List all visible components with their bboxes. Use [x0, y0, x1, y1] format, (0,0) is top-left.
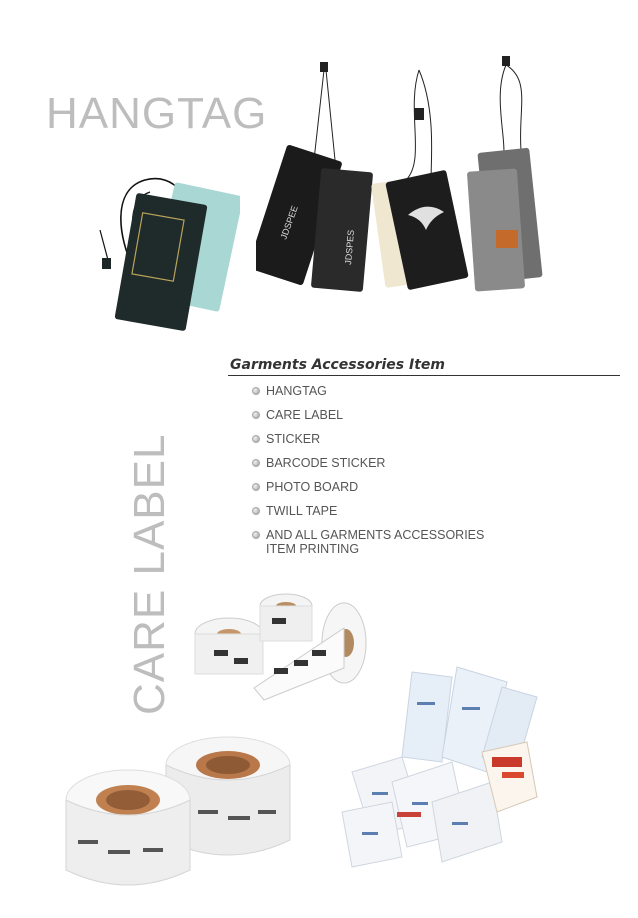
bullet-icon: [252, 411, 260, 419]
accessories-list: [228, 384, 620, 556]
hangtag-heading: HANGTAG: [46, 89, 268, 138]
list-item-label: HANGTAG: [266, 384, 327, 398]
list-item-label: BARCODE STICKER: [266, 456, 386, 470]
section-title: Garments Accessories Item: [228, 357, 620, 376]
svg-text:JDSPES: JDSPES: [343, 229, 357, 266]
bullet-icon: [252, 483, 260, 491]
bullet-icon: [252, 435, 260, 443]
list-item-label: PHOTO BOARD: [266, 480, 359, 494]
list-item: [228, 384, 620, 398]
bullet-icon: [252, 507, 260, 515]
bullet-icon: [252, 387, 260, 395]
hangtag-photo-left: [90, 170, 240, 340]
bullet-icon: [252, 459, 260, 467]
list-item: [228, 408, 620, 422]
list-item-label: AND ALL GARMENTS ACCESSORIES ITEM PRINTING: [266, 528, 485, 556]
list-item: [228, 456, 620, 470]
list-item: [228, 432, 620, 446]
list-item: [228, 480, 620, 494]
bullet-icon: [252, 531, 260, 539]
care-label-heading: CARE LABEL: [125, 433, 174, 715]
care-label-ribbon-rolls-photo: [58, 730, 298, 900]
hangtag-photo-group: [256, 50, 556, 300]
list-item-label: STICKER: [266, 432, 321, 446]
woven-care-labels-photo: [332, 662, 542, 877]
list-item: [228, 504, 620, 518]
accessories-section: [228, 357, 620, 566]
list-item-label: CARE LABEL: [266, 408, 344, 422]
list-item: [228, 528, 496, 556]
list-item-label: TWILL TAPE: [266, 504, 338, 518]
svg-text:JDSPEE: JDSPEE: [278, 204, 300, 241]
